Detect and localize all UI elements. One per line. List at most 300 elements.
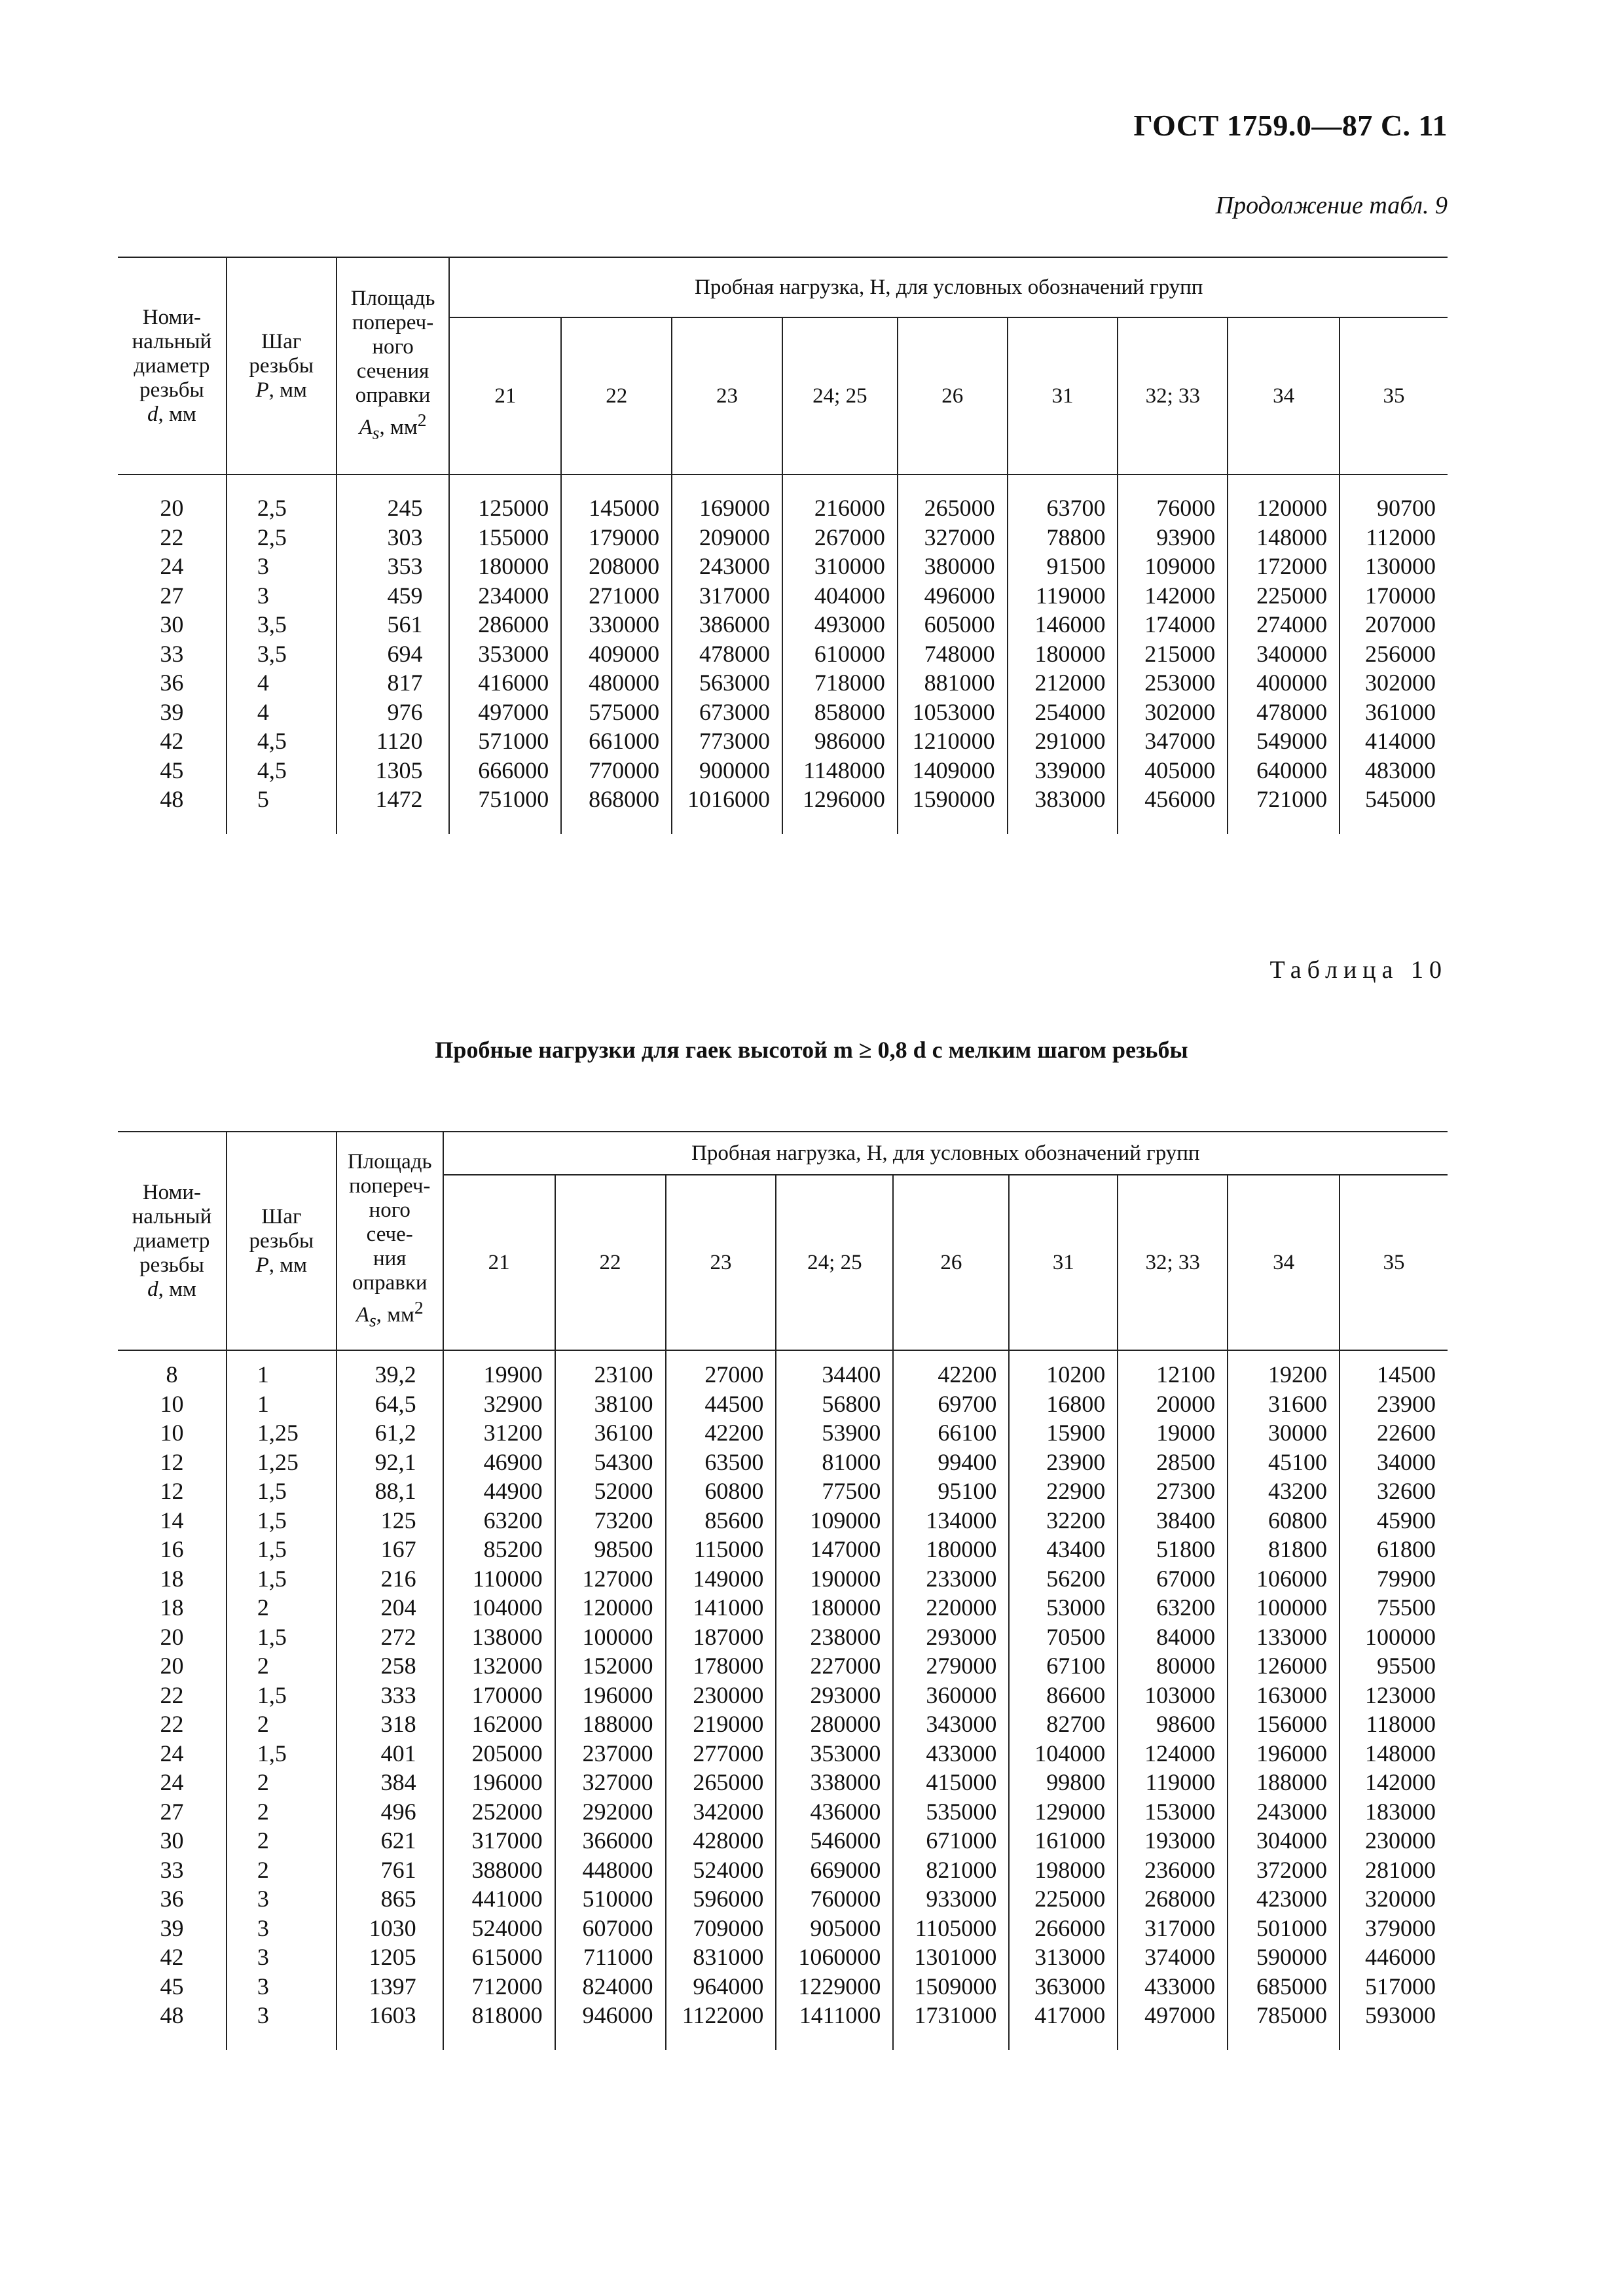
cell-load: 517000	[1340, 1972, 1448, 2001]
table-10-body	[118, 1350, 1448, 2050]
cell-load: 563000	[672, 668, 782, 698]
cell-load: 180000	[776, 1593, 893, 1623]
cell-load: 198000	[1009, 1856, 1118, 1885]
table-row	[118, 475, 1448, 523]
cell-area: 1305	[337, 756, 450, 785]
cell-load: 85200	[443, 1535, 555, 1564]
header-group: 32; 33	[1118, 1175, 1228, 1350]
cell-step: 1,25	[227, 1448, 337, 1477]
cell-load: 52000	[555, 1477, 666, 1506]
cell-diameter: 36	[160, 670, 184, 696]
cell-load: 510000	[555, 1884, 666, 1914]
cell-load: 44500	[666, 1390, 776, 1419]
header-group: 31	[1009, 1175, 1118, 1350]
cell-load: 478000	[1228, 698, 1340, 727]
cell-load: 615000	[443, 1943, 555, 1972]
cell-load: 99800	[1009, 1768, 1118, 1797]
cell-area: 204	[337, 1593, 443, 1623]
cell-area: 496	[337, 1797, 443, 1827]
cell-load: 149000	[666, 1564, 776, 1594]
cell-load: 123000	[1340, 1681, 1448, 1710]
cell-area: 401	[337, 1739, 443, 1768]
cell-diameter: 39	[160, 1914, 184, 1941]
cell-load: 493000	[782, 610, 898, 639]
cell-load: 666000	[449, 756, 561, 785]
cell-load: 23900	[1340, 1390, 1448, 1419]
cell-load: 172000	[1228, 552, 1340, 581]
cell-load: 881000	[898, 668, 1008, 698]
table-row	[118, 1972, 1448, 2001]
cell-area: 167	[337, 1535, 443, 1564]
cell-load: 118000	[1340, 1710, 1448, 1739]
cell-load: 63500	[666, 1448, 776, 1477]
cell-load: 685000	[1228, 1972, 1340, 2001]
cell-load: 16800	[1009, 1390, 1118, 1419]
cell-load: 95100	[893, 1477, 1009, 1506]
cell-diameter: 22	[160, 524, 184, 550]
cell-load: 497000	[1118, 2001, 1228, 2050]
cell-area: 245	[337, 475, 450, 523]
cell-diameter: 27	[160, 582, 184, 609]
cell-step: 2	[227, 1768, 337, 1797]
cell-load: 81800	[1228, 1535, 1340, 1564]
cell-load: 279000	[893, 1651, 1009, 1681]
cell-load: 671000	[893, 1826, 1009, 1856]
table-row	[118, 756, 1448, 785]
cell-diameter: 30	[160, 1827, 184, 1854]
cell-diameter: 30	[160, 611, 184, 637]
cell-load: 770000	[561, 756, 672, 785]
cell-load: 152000	[555, 1651, 666, 1681]
cell-load: 964000	[666, 1972, 776, 2001]
cell-load: 661000	[561, 726, 672, 756]
cell-load: 1210000	[898, 726, 1008, 756]
table-row	[118, 1448, 1448, 1477]
cell-load: 824000	[555, 1972, 666, 2001]
cell-load: 868000	[561, 785, 672, 834]
cell-load: 27000	[666, 1350, 776, 1390]
cell-load: 31200	[443, 1418, 555, 1448]
cell-load: 310000	[782, 552, 898, 581]
cell-load: 230000	[666, 1681, 776, 1710]
cell-diameter: 22	[160, 1681, 184, 1708]
cell-load: 1409000	[898, 756, 1008, 785]
cell-load: 428000	[666, 1826, 776, 1856]
cell-load: 169000	[672, 475, 782, 523]
cell-area: 353	[337, 552, 450, 581]
cell-load: 640000	[1228, 756, 1340, 785]
cell-load: 141000	[666, 1593, 776, 1623]
header-group: 34	[1228, 1175, 1340, 1350]
cell-load: 1016000	[672, 785, 782, 834]
cell-load: 155000	[449, 523, 561, 552]
cell-diameter: 33	[160, 640, 184, 667]
cell-load: 721000	[1228, 785, 1340, 834]
cell-load: 610000	[782, 639, 898, 669]
cell-load: 571000	[449, 726, 561, 756]
cell-load: 93900	[1118, 523, 1228, 552]
table-row	[118, 1681, 1448, 1710]
cell-load: 234000	[449, 581, 561, 611]
cell-diameter: 18	[160, 1594, 184, 1621]
cell-load: 446000	[1340, 1943, 1448, 1972]
cell-diameter: 22	[160, 1711, 184, 1737]
cell-load: 220000	[893, 1593, 1009, 1623]
table-row	[118, 1651, 1448, 1681]
cell-load: 127000	[555, 1564, 666, 1594]
cell-load: 414000	[1340, 726, 1448, 756]
cell-load: 1229000	[776, 1972, 893, 2001]
cell-area: 1120	[337, 726, 450, 756]
cell-step: 5	[227, 785, 337, 834]
table-number: Таблица 10	[1269, 956, 1448, 984]
cell-area: 92,1	[337, 1448, 443, 1477]
cell-load: 119000	[1118, 1768, 1228, 1797]
cell-load: 119000	[1008, 581, 1118, 611]
cell-load: 483000	[1340, 756, 1448, 785]
cell-load: 1731000	[893, 2001, 1009, 2050]
cell-load: 193000	[1118, 1826, 1228, 1856]
cell-diameter: 33	[160, 1856, 184, 1883]
cell-load: 302000	[1118, 698, 1228, 727]
cell-load: 170000	[443, 1681, 555, 1710]
cell-load: 456000	[1118, 785, 1228, 834]
cell-load: 293000	[893, 1623, 1009, 1652]
table-row	[118, 1797, 1448, 1827]
cell-load: 230000	[1340, 1826, 1448, 1856]
cell-diameter: 8	[166, 1361, 178, 1388]
cell-load: 180000	[449, 552, 561, 581]
header-group: 26	[893, 1175, 1009, 1350]
cell-load: 109000	[1118, 552, 1228, 581]
header-group: 22	[561, 317, 672, 475]
cell-load: 60800	[1228, 1506, 1340, 1535]
cell-load: 818000	[443, 2001, 555, 2050]
cell-load: 19900	[443, 1350, 555, 1390]
cell-load: 61800	[1340, 1535, 1448, 1564]
cell-load: 281000	[1340, 1856, 1448, 1885]
cell-load: 313000	[1009, 1943, 1118, 1972]
cell-step: 3	[227, 1943, 337, 1972]
header-step: Шаг резьбы P, мм	[227, 257, 337, 475]
cell-load: 77500	[776, 1477, 893, 1506]
cell-load: 120000	[1228, 475, 1340, 523]
cell-load: 106000	[1228, 1564, 1340, 1594]
cell-load: 360000	[893, 1681, 1009, 1710]
cell-load: 23100	[555, 1350, 666, 1390]
cell-load: 45100	[1228, 1448, 1340, 1477]
cell-load: 126000	[1228, 1651, 1340, 1681]
table-row	[118, 1856, 1448, 1885]
cell-step: 2	[227, 1856, 337, 1885]
header-diameter: Номи- нальный диаметр резьбы d, мм	[118, 1132, 227, 1350]
cell-load: 22900	[1009, 1477, 1118, 1506]
header-diameter: Номи- нальный диаметр резьбы d, мм	[118, 257, 227, 475]
cell-load: 267000	[782, 523, 898, 552]
cell-load: 709000	[666, 1914, 776, 1943]
cell-load: 19000	[1118, 1418, 1228, 1448]
cell-load: 252000	[443, 1797, 555, 1827]
cell-load: 253000	[1118, 668, 1228, 698]
cell-load: 129000	[1009, 1797, 1118, 1827]
cell-load: 265000	[898, 475, 1008, 523]
cell-load: 748000	[898, 639, 1008, 669]
cell-diameter: 20	[160, 495, 184, 521]
cell-step: 1,5	[227, 1681, 337, 1710]
cell-load: 1296000	[782, 785, 898, 834]
header-group: 31	[1008, 317, 1118, 475]
cell-load: 53000	[1009, 1593, 1118, 1623]
cell-load: 546000	[776, 1826, 893, 1856]
cell-load: 821000	[893, 1856, 1009, 1885]
cell-load: 233000	[893, 1564, 1009, 1594]
cell-step: 3,5	[227, 610, 337, 639]
cell-load: 380000	[898, 552, 1008, 581]
cell-load: 163000	[1228, 1681, 1340, 1710]
cell-load: 209000	[672, 523, 782, 552]
cell-load: 12100	[1118, 1350, 1228, 1390]
cell-area: 694	[337, 639, 450, 669]
cell-load: 317000	[1118, 1914, 1228, 1943]
cell-load: 330000	[561, 610, 672, 639]
cell-load: 596000	[666, 1884, 776, 1914]
cell-load: 196000	[443, 1768, 555, 1797]
cell-diameter: 39	[160, 698, 184, 725]
cell-load: 773000	[672, 726, 782, 756]
cell-step: 2,5	[227, 475, 337, 523]
cell-load: 760000	[776, 1884, 893, 1914]
cell-load: 711000	[555, 1943, 666, 1972]
header-load-group: Пробная нагрузка, Н, для условных обозначений групп	[449, 257, 1448, 317]
cell-load: 433000	[1118, 1972, 1228, 2001]
cell-area: 1397	[337, 1972, 443, 2001]
cell-load: 22600	[1340, 1418, 1448, 1448]
cell-step: 4,5	[227, 756, 337, 785]
cell-load: 501000	[1228, 1914, 1340, 1943]
table-row	[118, 1623, 1448, 1652]
cell-load: 320000	[1340, 1884, 1448, 1914]
cell-load: 90700	[1340, 475, 1448, 523]
cell-load: 156000	[1228, 1710, 1340, 1739]
cell-load: 831000	[666, 1943, 776, 1972]
cell-load: 138000	[443, 1623, 555, 1652]
cell-load: 91500	[1008, 552, 1118, 581]
cell-load: 712000	[443, 1972, 555, 2001]
cell-diameter: 27	[160, 1798, 184, 1825]
cell-load: 353000	[449, 639, 561, 669]
cell-load: 441000	[443, 1884, 555, 1914]
cell-load: 216000	[782, 475, 898, 523]
table-row	[118, 1593, 1448, 1623]
cell-area: 39,2	[337, 1350, 443, 1390]
cell-load: 187000	[666, 1623, 776, 1652]
cell-load: 170000	[1340, 581, 1448, 611]
cell-step: 2	[227, 1651, 337, 1681]
cell-load: 196000	[555, 1681, 666, 1710]
table-row	[118, 1390, 1448, 1419]
cell-load: 180000	[893, 1535, 1009, 1564]
cell-diameter: 48	[160, 2002, 184, 2028]
cell-area: 976	[337, 698, 450, 727]
cell-load: 374000	[1118, 1943, 1228, 1972]
cell-load: 27300	[1118, 1477, 1228, 1506]
cell-diameter: 14	[160, 1507, 184, 1534]
table-row	[118, 726, 1448, 756]
cell-load: 286000	[449, 610, 561, 639]
cell-load: 32600	[1340, 1477, 1448, 1506]
cell-area: 333	[337, 1681, 443, 1710]
cell-load: 497000	[449, 698, 561, 727]
cell-load: 227000	[776, 1651, 893, 1681]
cell-load: 448000	[555, 1856, 666, 1885]
cell-load: 409000	[561, 639, 672, 669]
cell-load: 265000	[666, 1768, 776, 1797]
cell-load: 327000	[898, 523, 1008, 552]
cell-load: 317000	[672, 581, 782, 611]
header-group: 34	[1228, 317, 1340, 475]
cell-load: 207000	[1340, 610, 1448, 639]
cell-load: 225000	[1228, 581, 1340, 611]
cell-load: 145000	[561, 475, 672, 523]
header-load-group: Пробная нагрузка, Н, для условных обозначений групп	[443, 1132, 1448, 1175]
cell-load: 46900	[443, 1448, 555, 1477]
cell-load: 292000	[555, 1797, 666, 1827]
cell-load: 100000	[1340, 1623, 1448, 1652]
cell-load: 188000	[1228, 1768, 1340, 1797]
cell-load: 304000	[1228, 1826, 1340, 1856]
table-row	[118, 1477, 1448, 1506]
cell-load: 215000	[1118, 639, 1228, 669]
cell-load: 933000	[893, 1884, 1009, 1914]
cell-step: 3,5	[227, 639, 337, 669]
cell-diameter: 24	[160, 1769, 184, 1795]
cell-step: 2	[227, 1826, 337, 1856]
cell-load: 188000	[555, 1710, 666, 1739]
cell-load: 496000	[898, 581, 1008, 611]
cell-load: 590000	[1228, 1943, 1340, 1972]
table-row	[118, 1564, 1448, 1594]
cell-load: 14500	[1340, 1350, 1448, 1390]
cell-load: 905000	[776, 1914, 893, 1943]
cell-step: 3	[227, 581, 337, 611]
cell-area: 318	[337, 1710, 443, 1739]
table-row	[118, 1826, 1448, 1856]
cell-load: 38400	[1118, 1506, 1228, 1535]
cell-area: 258	[337, 1651, 443, 1681]
cell-load: 56200	[1009, 1564, 1118, 1594]
table-row	[118, 1418, 1448, 1448]
cell-step: 4,5	[227, 726, 337, 756]
cell-load: 593000	[1340, 2001, 1448, 2050]
cell-load: 274000	[1228, 610, 1340, 639]
cell-load: 900000	[672, 756, 782, 785]
cell-load: 605000	[898, 610, 1008, 639]
cell-load: 280000	[776, 1710, 893, 1739]
cell-load: 751000	[449, 785, 561, 834]
cell-load: 1148000	[782, 756, 898, 785]
cell-load: 148000	[1340, 1739, 1448, 1768]
cell-load: 212000	[1008, 668, 1118, 698]
cell-diameter: 12	[160, 1448, 184, 1475]
cell-load: 190000	[776, 1564, 893, 1594]
cell-area: 64,5	[337, 1390, 443, 1419]
cell-load: 1509000	[893, 1972, 1009, 2001]
cell-load: 404000	[782, 581, 898, 611]
cell-load: 225000	[1009, 1884, 1118, 1914]
cell-load: 669000	[776, 1856, 893, 1885]
cell-area: 817	[337, 668, 450, 698]
cell-load: 75500	[1340, 1593, 1448, 1623]
table-row	[118, 1943, 1448, 1972]
cell-load: 142000	[1340, 1768, 1448, 1797]
cell-load: 100000	[555, 1623, 666, 1652]
cell-load: 174000	[1118, 610, 1228, 639]
cell-load: 347000	[1118, 726, 1228, 756]
cell-load: 34000	[1340, 1448, 1448, 1477]
cell-step: 1	[227, 1390, 337, 1419]
table-row	[118, 581, 1448, 611]
cell-step: 2,5	[227, 523, 337, 552]
cell-load: 20000	[1118, 1390, 1228, 1419]
cell-step: 2	[227, 1797, 337, 1827]
cell-load: 327000	[555, 1768, 666, 1797]
cell-load: 43200	[1228, 1477, 1340, 1506]
cell-load: 147000	[776, 1535, 893, 1564]
cell-load: 153000	[1118, 1797, 1228, 1827]
cell-step: 3	[227, 2001, 337, 2050]
cell-load: 549000	[1228, 726, 1340, 756]
cell-load: 238000	[776, 1623, 893, 1652]
cell-load: 342000	[666, 1797, 776, 1827]
cell-load: 339000	[1008, 756, 1118, 785]
cell-load: 115000	[666, 1535, 776, 1564]
cell-load: 112000	[1340, 523, 1448, 552]
cell-load: 99400	[893, 1448, 1009, 1477]
cell-load: 85600	[666, 1506, 776, 1535]
continuation-label: Продолжение табл. 9	[1215, 192, 1448, 219]
cell-load: 415000	[893, 1768, 1009, 1797]
cell-load: 81000	[776, 1448, 893, 1477]
cell-load: 1301000	[893, 1943, 1009, 1972]
cell-load: 858000	[782, 698, 898, 727]
cell-diameter: 48	[160, 786, 184, 812]
cell-step: 2	[227, 1593, 337, 1623]
cell-step: 3	[227, 1884, 337, 1914]
cell-load: 42200	[893, 1350, 1009, 1390]
cell-load: 237000	[555, 1739, 666, 1768]
cell-load: 148000	[1228, 523, 1340, 552]
cell-load: 51800	[1118, 1535, 1228, 1564]
cell-load: 524000	[666, 1856, 776, 1885]
cell-step: 1,5	[227, 1477, 337, 1506]
cell-diameter: 36	[160, 1886, 184, 1912]
cell-diameter: 42	[160, 728, 184, 754]
cell-load: 545000	[1340, 785, 1448, 834]
cell-load: 219000	[666, 1710, 776, 1739]
cell-step: 1,5	[227, 1564, 337, 1594]
cell-load: 673000	[672, 698, 782, 727]
cell-diameter: 20	[160, 1653, 184, 1679]
cell-load: 1590000	[898, 785, 1008, 834]
cell-load: 256000	[1340, 639, 1448, 669]
cell-load: 478000	[672, 639, 782, 669]
cell-load: 53900	[776, 1418, 893, 1448]
table-row	[118, 1739, 1448, 1768]
cell-area: 88,1	[337, 1477, 443, 1506]
header-step: Шаг резьбы P, мм	[227, 1132, 337, 1350]
cell-load: 1060000	[776, 1943, 893, 1972]
cell-load: 132000	[443, 1651, 555, 1681]
